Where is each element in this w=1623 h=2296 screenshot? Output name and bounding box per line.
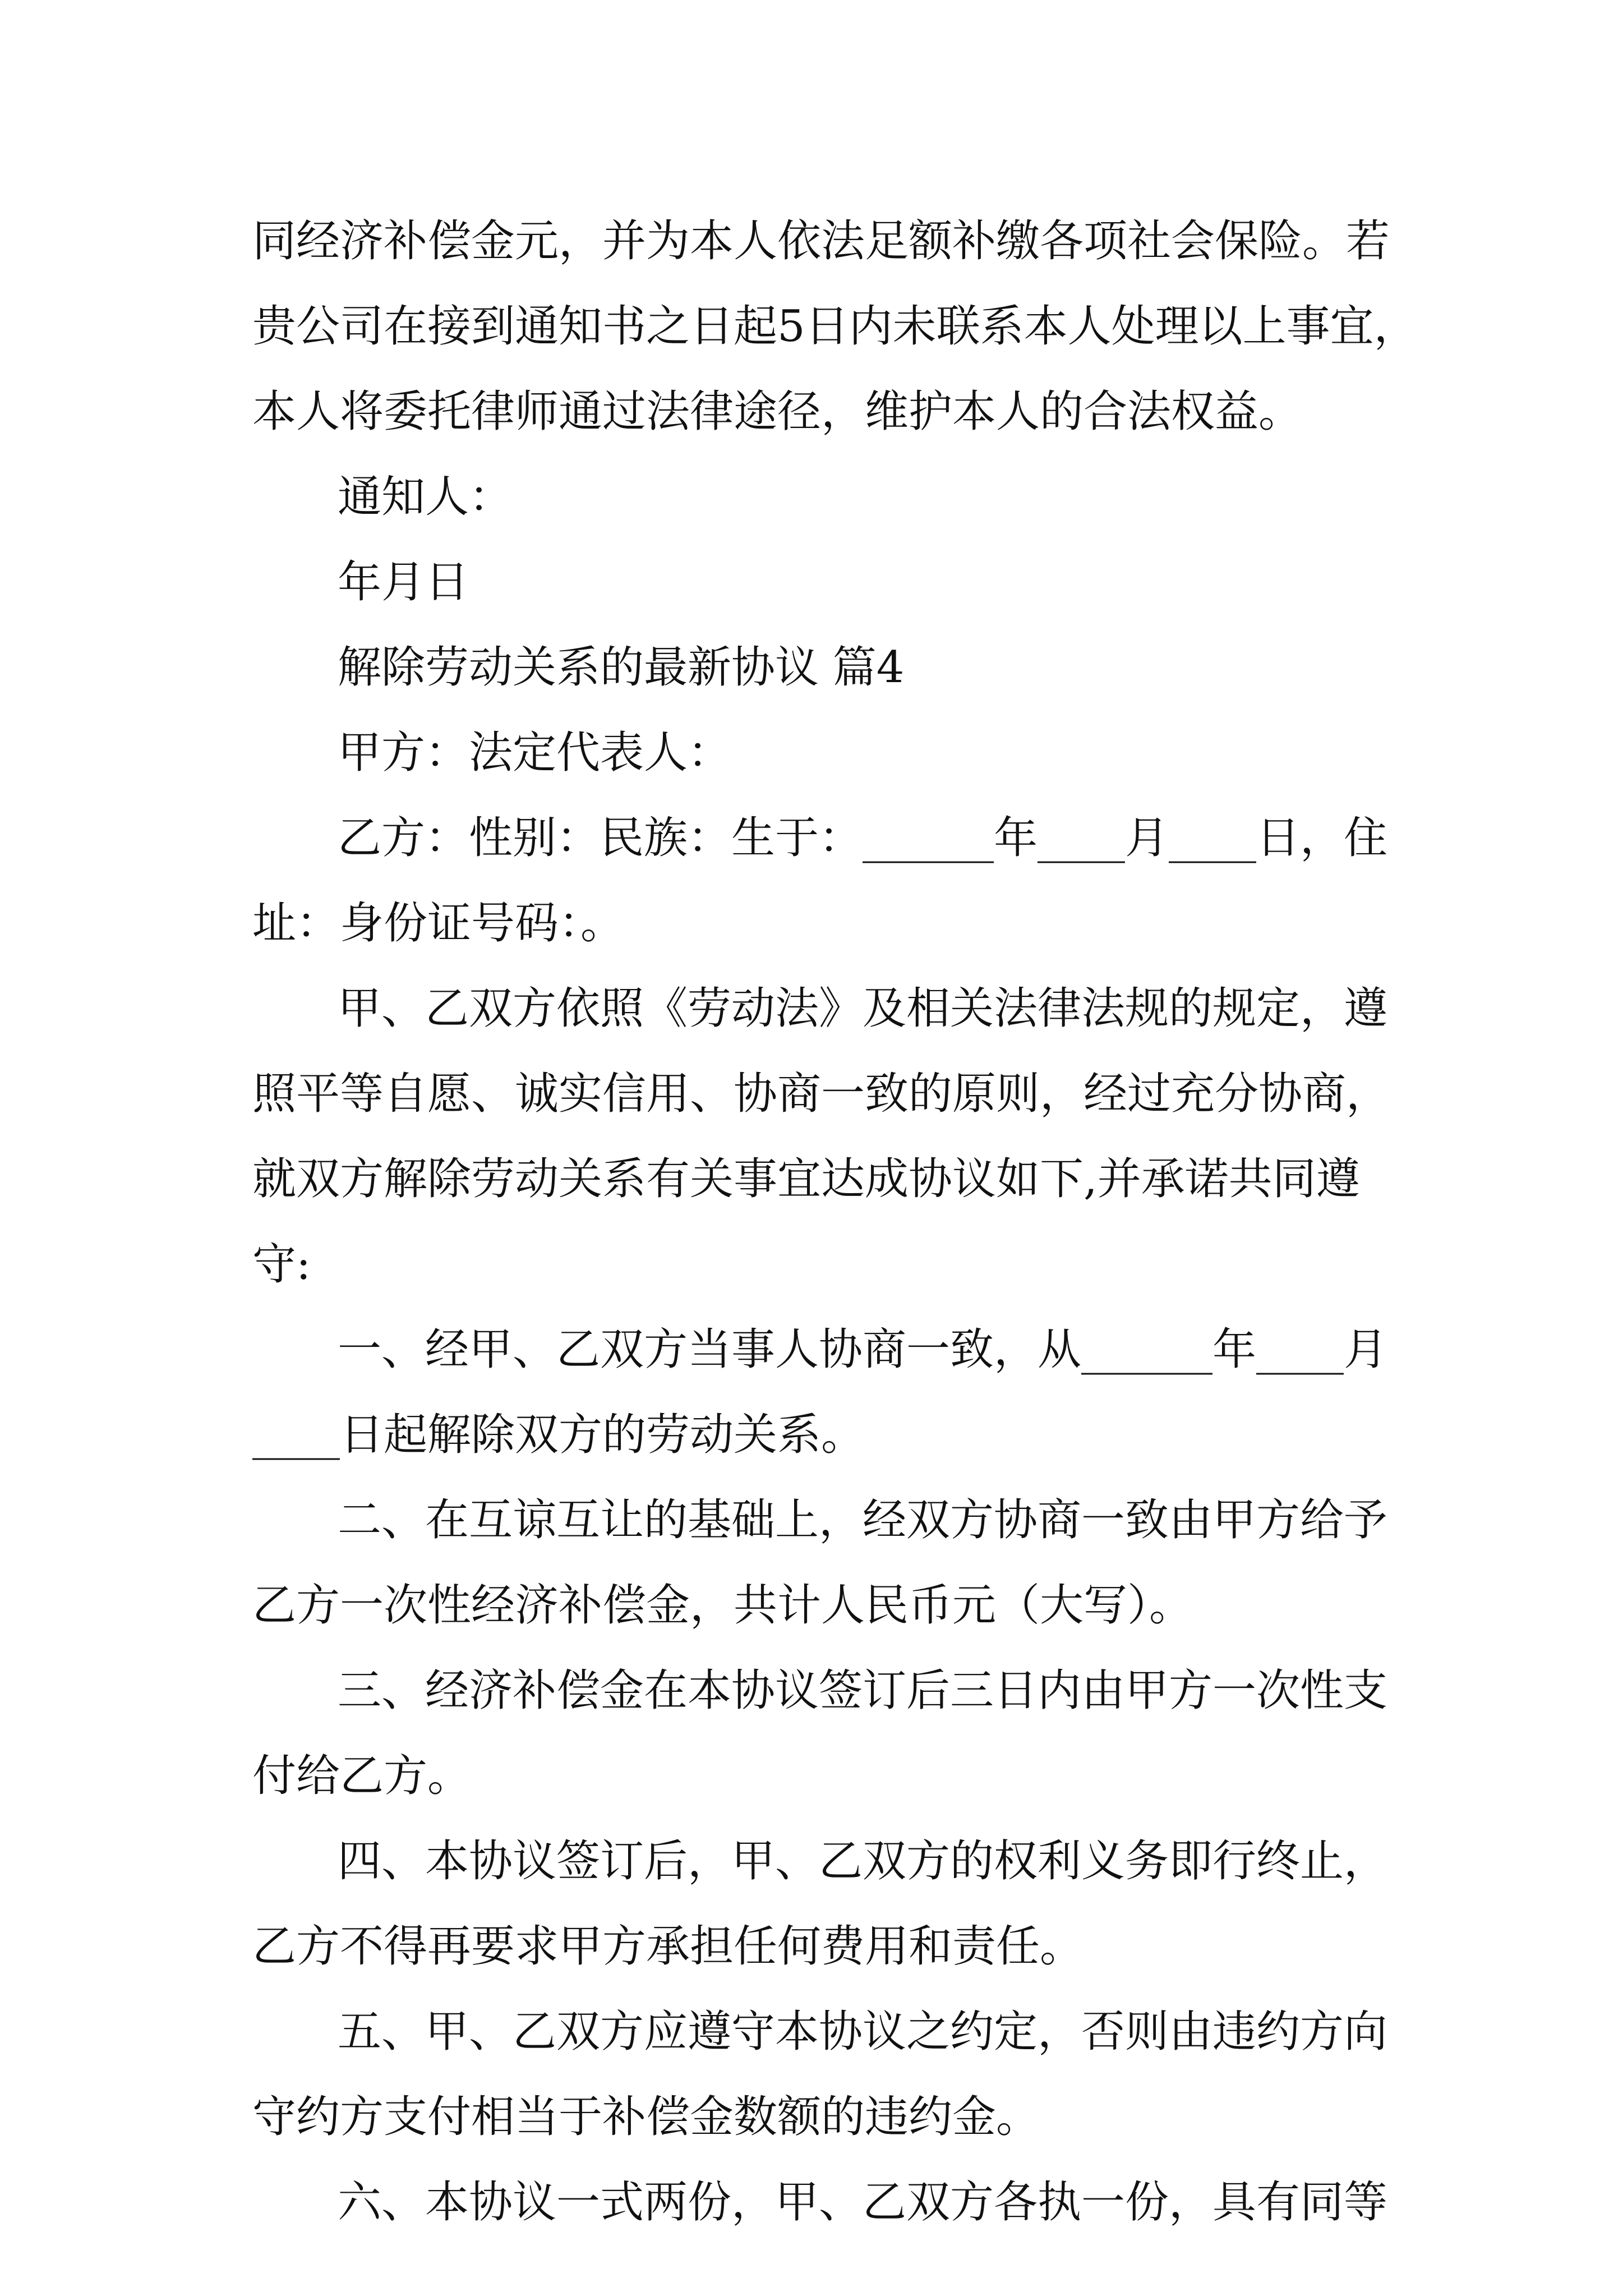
clause-1: 一、经甲、乙双方当事人协商一致，从______年____月 [338,1324,1388,1375]
text-line: 本人将委托律师通过法律途径，维护本人的合法权益。 [252,386,1303,437]
text-line: 就双方解除劳动关系有关事宜达成协议如下,并承诺共同遵 [252,1154,1360,1204]
text-line: 贵公司在接到通知书之日起5日内未联系本人处理以上事宜， [252,301,1418,352]
text-line: 守: [252,1239,311,1290]
text-line: 同经济补偿金元，并为本人依法足额补缴各项社会保险。若 [252,216,1390,266]
clause-2: 二、在互谅互让的基础上，经双方协商一致由甲方给予 [338,1495,1388,1545]
clause-6: 六、本协议一式两份，甲、乙双方各执一份，具有同等 [338,2177,1388,2228]
clause-4: 四、本协议签订后，甲、乙双方的权利义务即行终止， [338,1836,1388,1887]
party-b-line: 乙方：性别：民族：生于：______年____月____日，住 [338,813,1388,863]
clause-3: 三、经济补偿金在本协议签订后三日内由甲方一次性支 [338,1665,1388,1716]
clause-5: 五、甲、乙双方应遵守本协议之约定，否则由违约方向 [338,2007,1388,2057]
text-line: 照平等自愿、诚实信用、协商一致的原则，经过充分协商， [252,1069,1390,1119]
party-a-line: 甲方：法定代表人： [338,728,732,778]
text-line: 址：身份证号码：。 [252,898,625,949]
date-label: 年月日 [338,557,469,608]
text-line: 守约方支付相当于补偿金数额的违约金。 [252,2092,1040,2142]
notifier-label: 通知人： [338,472,513,522]
text-line: 乙方一次性经济补偿金，共计人民币元（大写）。 [252,1580,1193,1631]
text-line: 付给乙方。 [252,1751,472,1801]
text-line: 甲、乙双方依照《劳动法》及相关法律法规的规定，遵 [338,983,1388,1034]
section-heading: 解除劳动关系的最新协议 篇4 [338,642,905,693]
text-line: ____日起解除双方的劳动关系。 [252,1410,865,1460]
text-line: 乙方不得再要求甲方承担任何费用和责任。 [252,1921,1084,1972]
